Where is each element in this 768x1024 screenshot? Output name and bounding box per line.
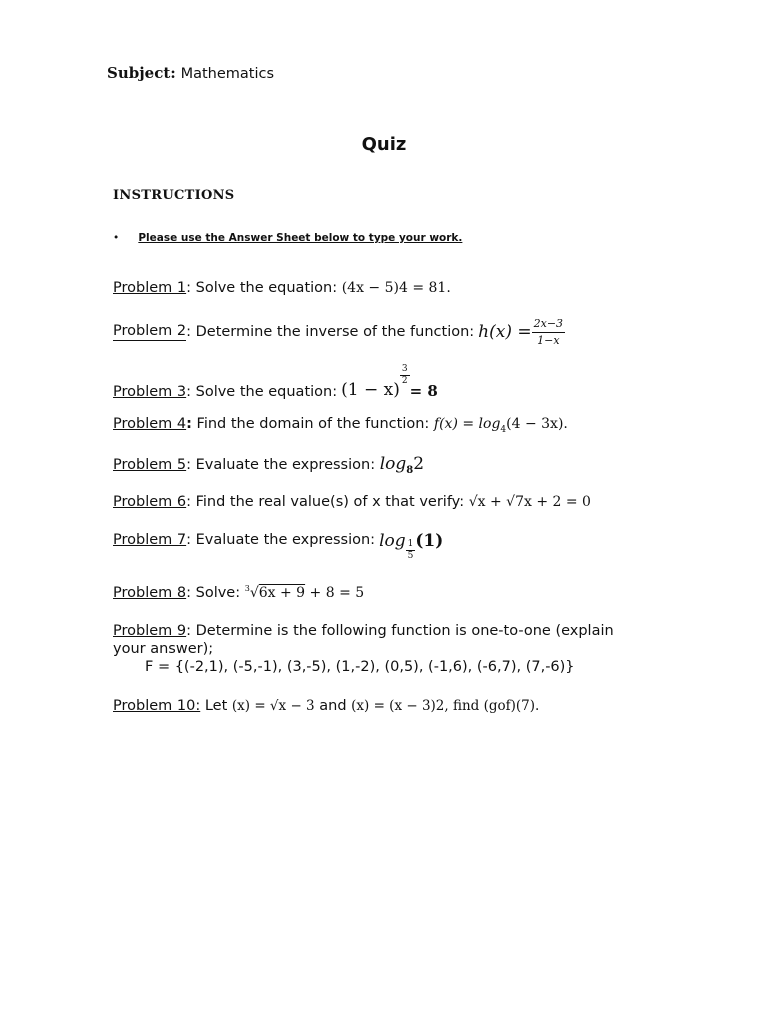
problem-6 [113, 494, 591, 510]
page-title: Quiz [361, 134, 407, 155]
problem-expression: log [379, 454, 407, 474]
problem-expression: f(x) = log [433, 416, 501, 432]
problem-text: : Solve: [186, 584, 245, 601]
log-base: 8 [406, 464, 414, 476]
bullet-icon: • [113, 232, 120, 244]
instruction-text: Please use the Answer Sheet below to type your work. [138, 232, 463, 244]
subject-value: Mathematics [180, 66, 275, 82]
problem-text: Find the domain of the function: [191, 416, 434, 432]
problem-expression: (4x − 5)4 = 81. [341, 280, 451, 296]
problem-label: Problem 1 [113, 280, 187, 296]
problem-set: F = {(-2,1), (-5,-1), (3,-5), (1,-2), (0,5), (-1,6), (-6,7), (7,-6)} [145, 659, 575, 675]
problem-expression: (1 − x) [341, 380, 400, 400]
problem-2 [113, 312, 565, 352]
problem-label: Problem 7 [113, 532, 187, 548]
problem-expression-2: (x) = (x − 3)2, find (gof)(7). [351, 698, 540, 714]
problem-text: Evaluate the expression: [191, 457, 380, 473]
problem-expression-tail: (4 − 3x). [506, 416, 568, 432]
instructions-heading: INSTRUCTIONS [113, 188, 235, 203]
root-index: 3 [244, 584, 250, 593]
problem-5 [113, 454, 424, 476]
exponent-denominator: 2 [401, 376, 408, 386]
exponent-fraction [400, 365, 410, 386]
problem-text: : Solve the equation: [186, 280, 342, 296]
problem-expression: log [379, 531, 406, 551]
problem-text: : Find the real value(s) of x that verify: [186, 494, 469, 510]
problem-rhs: = 8 [409, 382, 438, 400]
problem-4 [113, 416, 568, 435]
problem-expression-tail: + 8 = 5 [305, 584, 365, 601]
problem-8 [113, 584, 364, 601]
problem-label: Problem 9 [113, 623, 187, 639]
problem-9 [113, 622, 614, 676]
problem-sep: : [186, 416, 192, 432]
problem-label: Problem 3 [113, 384, 187, 400]
problem-label: Problem 8 [113, 584, 187, 601]
problem-10 [113, 698, 539, 714]
problem-text: : Solve the equation: [186, 384, 338, 400]
problem-expression-1: (x) = √x − 3 [231, 698, 315, 714]
log-base-denominator: 5 [407, 551, 414, 561]
problem-text-continued: your answer); [113, 641, 214, 657]
problem-label: Problem 6 [113, 494, 187, 510]
problem-and: and [314, 698, 352, 714]
fraction-numerator: 2x−3 [532, 318, 565, 333]
subject-label: Subject: [107, 64, 176, 82]
fraction [532, 318, 565, 347]
instruction-item [113, 232, 462, 244]
problem-text: : Evaluate the expression: [186, 532, 376, 548]
log-base: 4 [500, 424, 507, 435]
radical-sign: √ [249, 584, 259, 601]
problem-7 [113, 532, 443, 568]
problem-expression: h(x) = [478, 322, 532, 342]
problem-text: Let [200, 698, 232, 714]
problem-expression-tail: (1) [415, 531, 444, 551]
fraction-denominator: 1−x [537, 333, 560, 347]
problem-line-1 [113, 622, 614, 640]
problem-label: Problem 2 [113, 323, 187, 339]
problem-label: Problem 10: [113, 698, 201, 714]
problem-expression-tail: 2 [413, 454, 425, 474]
problem-3 [113, 364, 438, 400]
problem-label: Problem 5 [113, 457, 187, 473]
radicand: 6x + 9 [258, 584, 306, 601]
subject-line [107, 64, 274, 82]
problem-sep: : [186, 457, 192, 473]
problem-text: : Determine the inverse of the function: [186, 324, 475, 340]
problem-label: Problem 4 [113, 416, 187, 432]
problem-1 [113, 280, 451, 296]
log-base-numerator: 1 [407, 539, 414, 549]
problem-expression: √x + √7x + 2 = 0 [468, 494, 591, 510]
exponent-numerator: 3 [401, 364, 408, 374]
problem-text: : Determine is the following function is one-to-one (explain [186, 623, 614, 639]
log-base-fraction [406, 540, 416, 561]
